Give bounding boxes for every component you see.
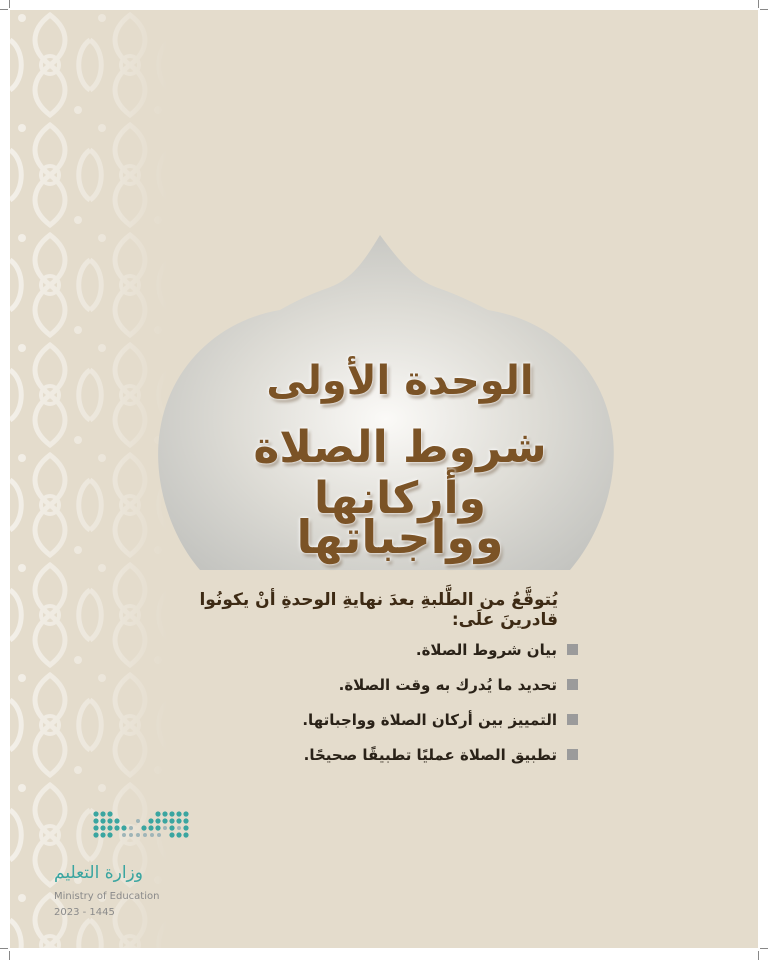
square-bullet-icon	[567, 644, 578, 655]
unit-label: الوحدة الأولى	[266, 358, 534, 404]
crop-mark-top-left-v	[9, 0, 10, 8]
objective-text: تحديد ما يُدرك به وقت الصلاة.	[338, 675, 557, 694]
crop-mark-bottom-right	[760, 948, 768, 949]
crop-mark-top-right	[760, 9, 768, 10]
square-bullet-icon	[567, 714, 578, 725]
ministry-logo	[88, 808, 198, 848]
list-item	[158, 737, 578, 772]
crop-mark-bottom-left-v	[9, 951, 10, 960]
crop-mark-bottom-left	[0, 948, 8, 949]
edition-year: 2023 - 1445	[54, 907, 115, 918]
unit-title-line1: شروط الصلاة وأركانها	[253, 422, 547, 524]
square-bullet-icon	[567, 679, 578, 690]
ministry-name-arabic: وزارة التعليم	[54, 863, 143, 883]
list-item	[158, 667, 578, 702]
square-bullet-icon	[567, 749, 578, 760]
objective-text: بيان شروط الصلاة.	[415, 640, 557, 659]
ministry-name-english: Ministry of Education	[54, 891, 160, 902]
objectives-list	[158, 632, 578, 772]
unit-title-line2: وواجباتها	[296, 510, 504, 564]
list-item	[158, 702, 578, 737]
crop-mark-top-right-v	[758, 0, 759, 8]
objective-text: تطبيق الصلاة عمليًا تطبيقًا صحيحًا.	[303, 745, 557, 764]
crop-mark-top-left	[0, 9, 8, 10]
cover-background	[10, 10, 758, 948]
objective-text: التمييز بين أركان الصلاة وواجباتها.	[302, 710, 557, 729]
crop-mark-bottom-right-v	[758, 951, 759, 960]
objectives-intro: يُتوقَّعُ من الطَّلبةِ بعدَ نهايةِ الوحدةِ أنْ يكونُوا قادرينَ علَى:	[199, 590, 558, 630]
list-item	[158, 632, 578, 667]
